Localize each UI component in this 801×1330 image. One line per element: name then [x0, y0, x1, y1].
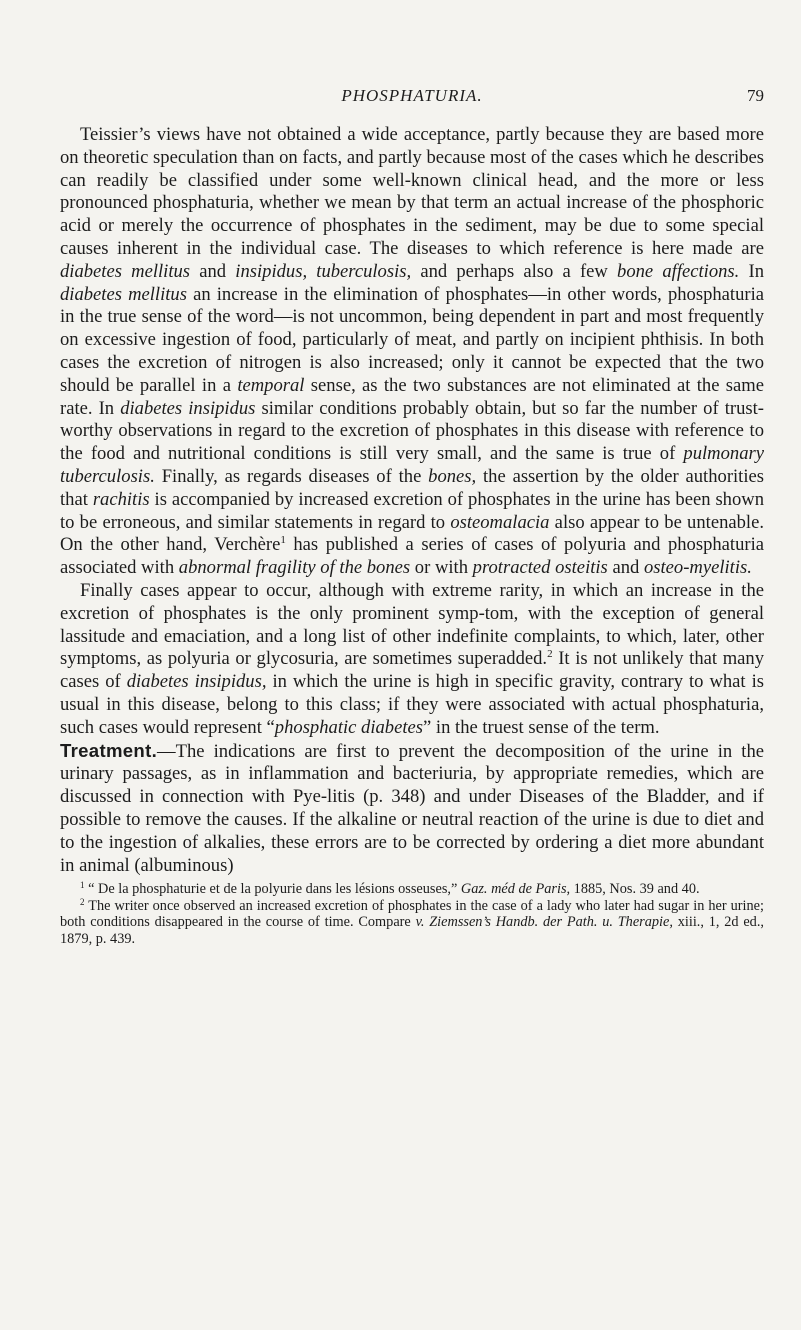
book-page	[60, 0, 764, 948]
footnote-ref-2: 2	[547, 648, 553, 661]
paragraph-teissier: Teissier’s views have not obtained a wide acceptance, partly because they are based more on theoretic speculation than on facts, and partly because most of the cases which he describes can readily be classified under some well-known clinical head, and the more or less pronounced phosphaturia, whether we mean by that term an actual increase of the phosphoric acid or merely the occurrence of phosphates in the sediment, may be due to some special causes inherent in the individual case. The diseases to which reference is here made are diabetes mellitus and insipidus, tuberculosis, and perhaps also a few bone affections. In diabetes mellitus an increase in the elimination of phosphates—in other words, phosphaturia in the true sense of the word—is not uncommon, being dependent in part and most frequently on excessive ingestion of food, particularly of meat, and partly on incipient phthisis. In both cases the excretion of nitrogen is also increased; only it cannot be expected that the two should be parallel in a temporal sense, as the two substances are not eliminated at the same rate. In diabetes insipidus similar conditions probably obtain, but so far the number of trust-worthy observations in regard to the excretion of phosphates in this disease with reference to the food and nutritional conditions is still very small, and the same is true of pulmonary tuberculosis. Finally, as regards diseases of the bones, the assertion by the older authorities that rachitis is accompanied by increased excretion of phosphates in the urine has been shown to be erroneous, and similar statements in regard to osteomalacia also appear to be untenable. On the other hand, Verchère$^1$ has published a series of cases of polyuria and phosphaturia associated with abnormal fragility of the bones or with protracted osteitis and osteo-myelitis.	[60, 124, 765, 579]
footnote-ref-1: 1	[280, 534, 286, 547]
page-header	[60, 86, 764, 110]
footnote-1: $^1$ “ De la phosphaturie et de la polyurie dans les lésions osseuses,” Gaz. méd de Paris, 1885, Nos. 39 and 40.	[80, 880, 700, 898]
body-text	[60, 124, 764, 877]
footnote-2: $^2$ The writer once observed an increased excretion of phosphates in the case of a lady who later had sugar in her urine; both conditions disappeared in the course of time. Compare v. Ziemssen’s Handb. der Path. u. Therapie, xiii., 1, 2d ed., 1879, p. 439.	[60, 896, 764, 948]
footnotes	[60, 881, 764, 947]
paragraph-rare-cases: Finally cases appear to occur, although with extreme rarity, in which an increase in the excretion of phosphates is the only prominent symp-tom, with the exception of general lassitude and emaciation, and a long list of other indefinite complaints, to which, later, other symptoms, as polyuria or glycosuria, are sometimes superadded.$^2$ It is not unlikely that many cases of diabetes insipidus, in which the urine is high in specific gravity, contrary to what is usual in this disease, belong to this class; if they were associated with actual phosphaturia, such cases would represent “phosphatic diabetes” in the truest sense of the term.	[60, 579, 765, 738]
running-title: PHOSPHATURIA.	[341, 86, 483, 105]
section-heading-treatment: Treatment.	[60, 739, 158, 761]
paragraph-treatment: Treatment.—The indications are first to prevent the decomposition of the urine in the urinary passages, as in inflammation and bacteriuria, by appropriate remedies, which are discussed in connection with Pye-litis (p. 348) and under Diseases of the Bladder, and if possible to remove the causes. If the alkaline or neutral reaction of the urine is due to diet and to the ingestion of alkalies, these errors are to be corrected by ordering a diet more abundant in animal (albuminous)	[60, 739, 764, 876]
page-number: 79	[747, 86, 764, 105]
